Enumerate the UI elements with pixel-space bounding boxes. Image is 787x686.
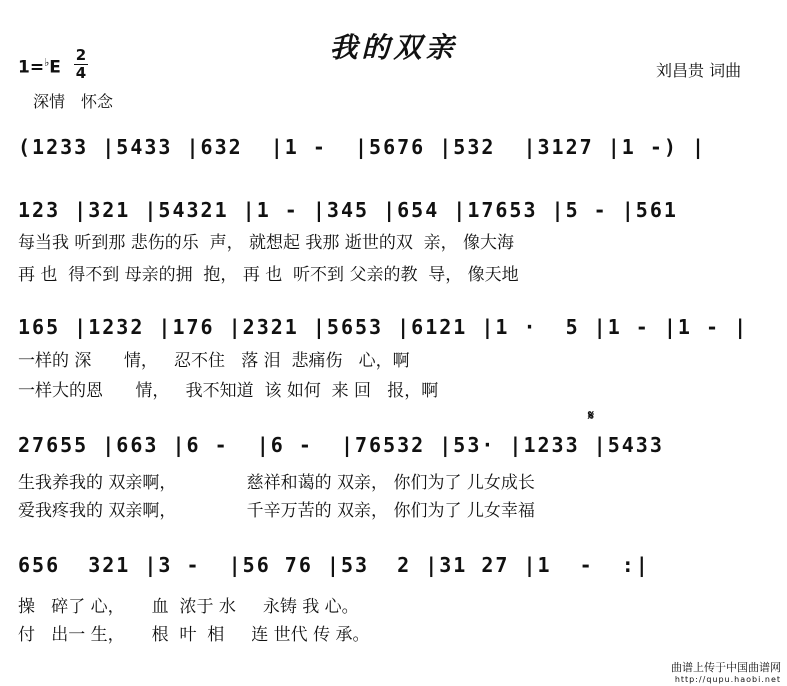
lyric-verse2-line2: 再 也 得不到 母亲的拥 抱， 再 也 听不到 父亲的教 导， 像天地 [18,265,519,285]
lyric-verse1-line3: 一样的 深 情， 忍不住 落 泪 悲痛伤 心，啊 [18,351,410,371]
score-line-3: 165 |1232 |176 |2321 |5653 |6121 |1 · 5 |1 - |1 - | [18,315,749,339]
lyric-verse1-line4: 生我养我的 双亲啊， 慈祥和蔼的 双亲， 你们为了 儿女成长 [18,473,535,493]
expression-marking: 深情 怀念 [33,92,114,111]
lyric-verse2-line3: 一样大的恩 情， 我不知道 该 如何 来 回 报，啊 [18,381,439,401]
key-note: E [49,57,61,78]
watermark-url: http://qupu.haobi.net [674,675,781,684]
time-top: 2 [75,46,87,64]
composer-credit: 刘昌贵 词曲 [656,61,742,80]
lyric-verse1-line2: 每当我 听到那 悲伤的乐 声， 就想起 我那 逝世的双 亲， 像大海 [18,233,515,253]
lyric-verse1-line5: 操 碎了 心， 血 浓于 水 永铸 我 心。 [18,597,359,617]
score-line-1: (1233 |5433 |632 |1 - |5676 |532 |3127 |1 -) | [18,135,707,159]
key-prefix: 1= [18,57,45,78]
time-bottom: 4 [75,64,87,82]
score-line-5: 656 321 |3 - |56 76 |53 2 |31 27 |1 - :| [18,553,650,577]
flat-sign: ♭ [44,56,50,69]
time-signature [74,48,88,81]
lyric-verse2-line4: 爱我疼我的 双亲啊， 千辛万苦的 双亲， 你们为了 儿女幸福 [18,501,535,521]
key-signature [18,56,61,78]
watermark-text: 曲谱上传于中国曲谱网 [671,661,781,674]
song-title: 我的双亲 [329,31,458,64]
site-watermark [671,662,781,686]
segno-sign: 𝄋 [588,408,595,424]
lyric-verse2-line5: 付 出一 生， 根 叶 相 连 世代 传 承。 [18,625,370,645]
score-line-4: 27655 |663 |6 - |6 - |76532 |53· |1233 |5433 [18,433,664,457]
score-line-2: 123 |321 |54321 |1 - |345 |654 |17653 |5 - |561 [18,198,678,222]
